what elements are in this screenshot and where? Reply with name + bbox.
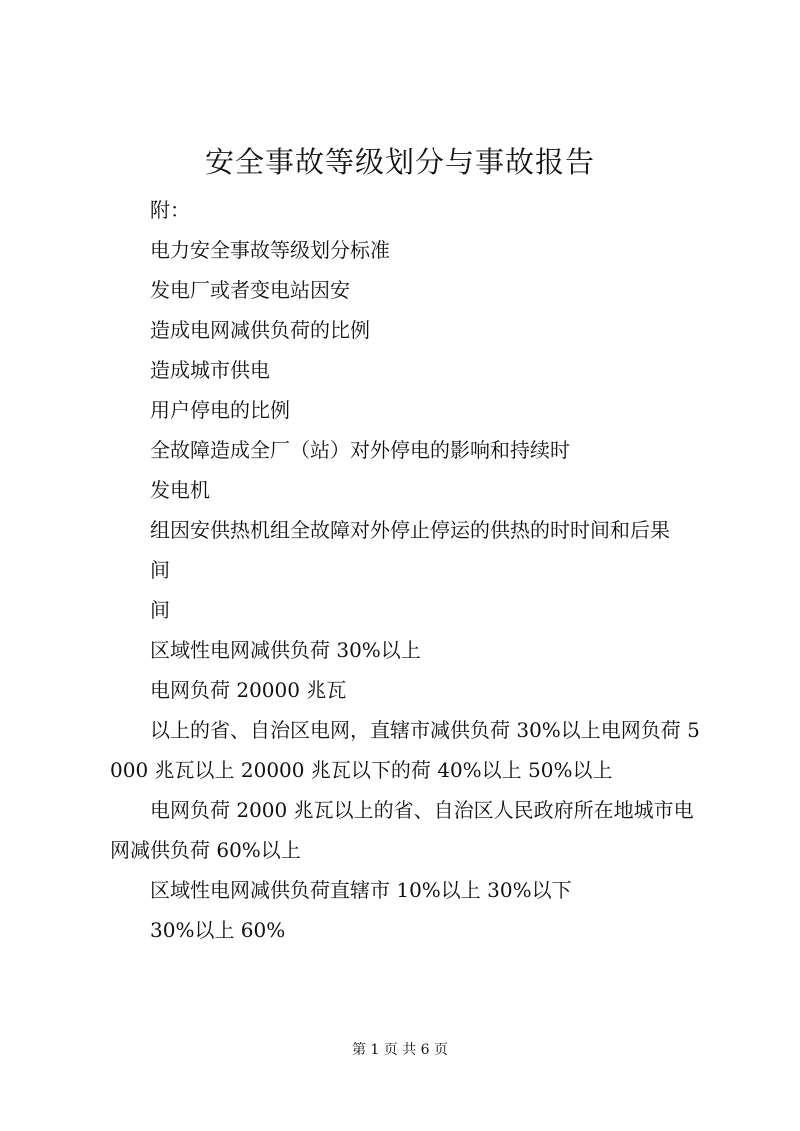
paragraph: 间 [150, 558, 170, 582]
paragraph: 发电厂或者变电站因安 [150, 278, 350, 302]
paragraph: 30%以上 60% [150, 918, 286, 942]
document-title: 安全事故等级划分与事故报告 [204, 145, 595, 179]
paragraph: 间 [150, 598, 170, 622]
paragraph: 电网负荷 2000 兆瓦以上的省、自治区人民政府所在地城市电网减供负荷 60%以上 [110, 798, 694, 862]
paragraph: 附： [150, 198, 190, 222]
paragraph: 用户停电的比例 [150, 398, 290, 422]
paragraph: 组因安供热机组全故障对外停止停运的供热的时时间和后果 [150, 518, 670, 542]
paragraph: 发电机 [150, 478, 210, 502]
paragraph: 电力安全事故等级划分标准 [150, 238, 390, 262]
page-footer: 第 1 页 共 6 页 [351, 1042, 449, 1058]
paragraph: 全故障造成全厂（站）对外停电的影响和持续时 [150, 438, 570, 462]
paragraph: 以上的省、自治区电网，直辖市减供负荷 30%以上电网负荷 5000 兆瓦以上 20000 兆瓦以下的荷 40%以上 50%以上 [110, 718, 700, 782]
paragraph: 区域性电网减供负荷 30%以上 [150, 638, 421, 662]
paragraph: 电网负荷 20000 兆瓦 [150, 678, 347, 702]
document-body [110, 190, 700, 950]
paragraph: 区域性电网减供负荷直辖市 10%以上 30%以下 [150, 878, 572, 902]
paragraph: 造成电网减供负荷的比例 [150, 318, 370, 342]
paragraph: 造成城市供电 [150, 358, 270, 382]
